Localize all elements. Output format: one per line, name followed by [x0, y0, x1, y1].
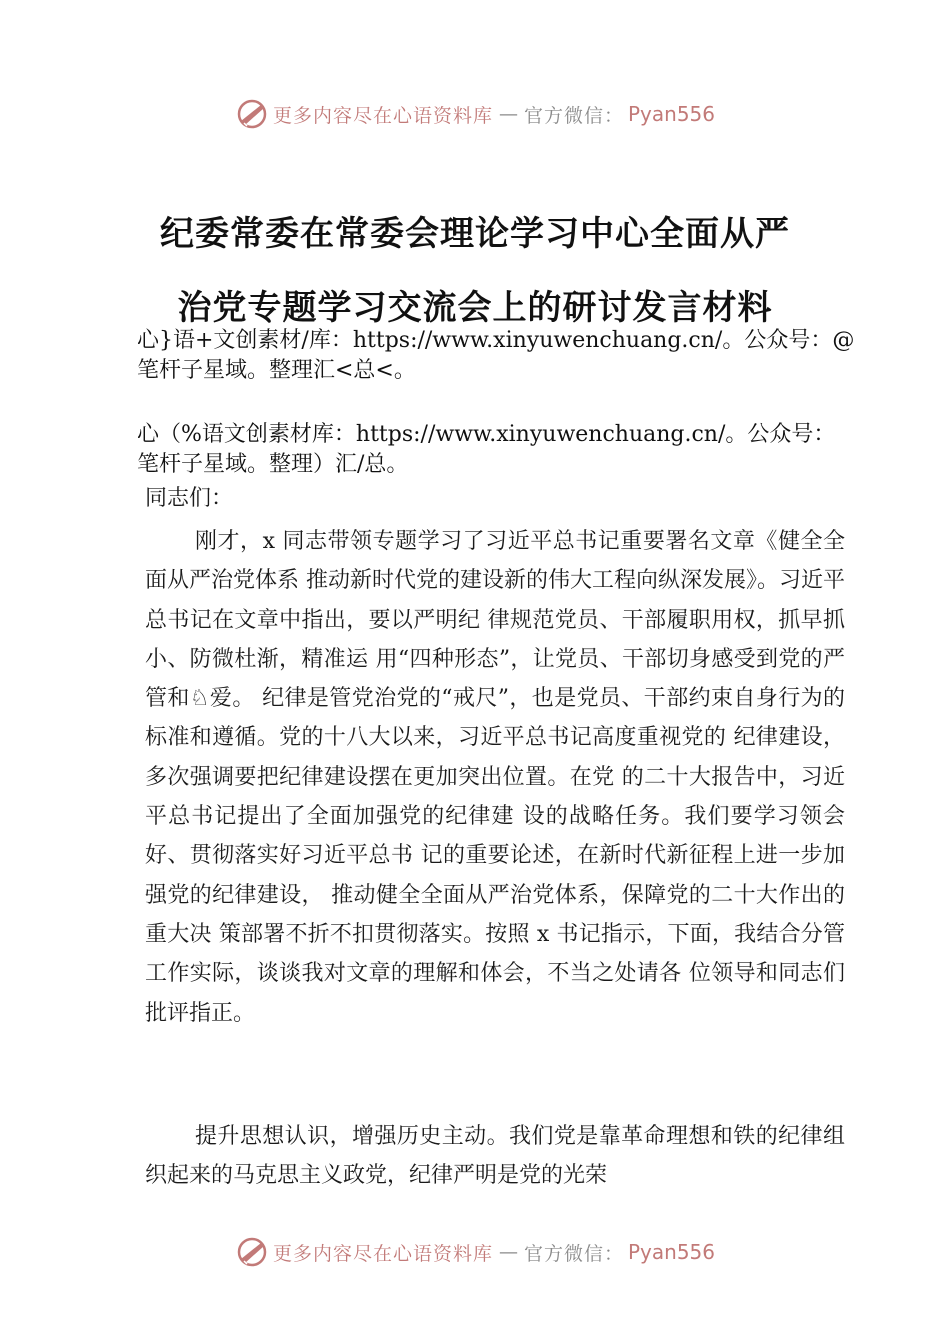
banner-wechat-id: Pyan556	[628, 1240, 716, 1264]
banner-wechat-label: 官方微信：	[523, 1242, 624, 1265]
paragraph-2: 提升思想认识，增强历史主动。我们党是靠革命理想和铁的纪律组织起来的马克思主义政党，纪律严明是党的光荣	[145, 1124, 845, 1189]
header-banner	[0, 94, 950, 134]
banner-separator: —	[498, 103, 518, 125]
banner-wechat-label: 官方微信：	[523, 104, 624, 127]
document-title-line-1: 纪委常委在常委会理论学习中心全面从严	[160, 214, 790, 254]
banner-text: 更多内容尽在心语资料库	[272, 1242, 493, 1265]
pen-seal-logo-icon	[235, 1235, 269, 1269]
footer-banner	[0, 1232, 950, 1272]
source-note-2: 心（%语文创素材库：https://www.xinyuwenchuang.cn/。公众号：笔杆子星域。整理）汇/总。	[137, 422, 836, 477]
salutation: 同志们：	[145, 486, 234, 511]
source-note-1: 心}语+文创素材/库：https://www.xinyuwenchuang.cn/。公众号：@笔杆子星域。整理汇<总<。	[137, 328, 855, 383]
banner-separator: —	[498, 1241, 518, 1263]
paragraph-1: 刚才，x 同志带领专题学习了习近平总书记重要署名文章《健全全面从严治党体系 推动新时代党的建设新的伟大工程向纵深发展》。习近平总书记在文章中指出，要以严明纪 律规范党员、干部履职用权，抓早抓小、防微杜渐，精准运 用“四种形态”，让党员、干部切身感受到党的严管和♘爱。 纪律是管党治党的“戒尺”，也是党员、干部约束自身行为的 标准和遵循。党的十八大以来，习近平总书记高度重视党的 纪律建设，多次强调要把纪律建设摆在更加突出位置。在党 的二十大报告中，习近平总书记提出了全面加强党的纪律建 设的战略任务。我们要学习领会好、贯彻落实好习近平总书 记的重要论述，在新时代新征程上进一步加强党的纪律建设， 推动健全全面从严治党体系，保障党的二十大作出的重大决 策部署不折不扣贯彻落实。按照 x 书记指示，下面，我结合分管工作实际，谈谈我对文章的理解和体会，不当之处请各 位领导和同志们批评指正。	[145, 529, 845, 1026]
pen-seal-logo-icon	[235, 97, 269, 131]
document-title-line-2: 治党专题学习交流会上的研讨发言材料	[177, 288, 773, 328]
banner-text: 更多内容尽在心语资料库	[272, 104, 493, 127]
banner-wechat-id: Pyan556	[628, 102, 716, 126]
